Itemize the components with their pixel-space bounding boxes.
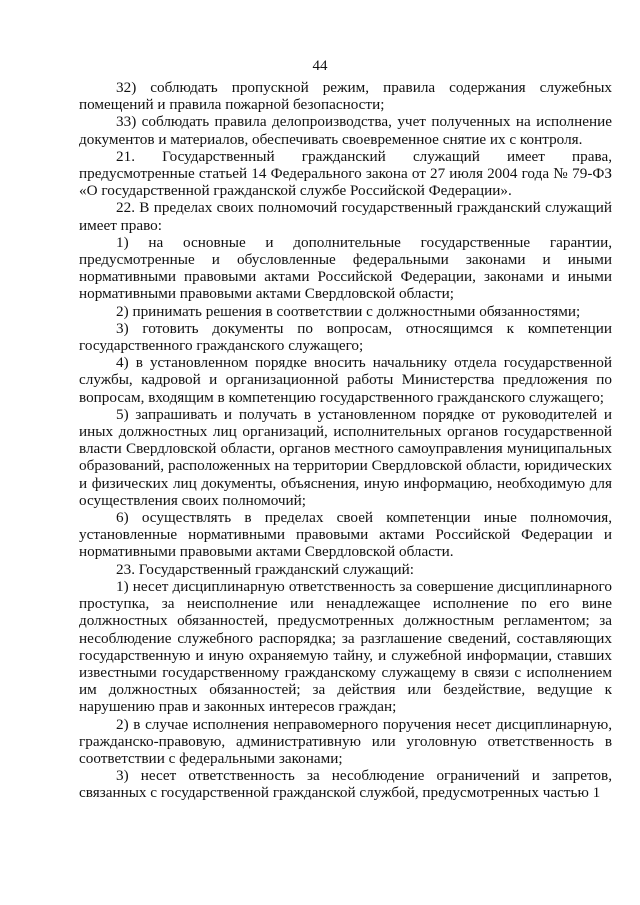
paragraph-section-23: 23. Государственный гражданский служащий: <box>116 560 414 578</box>
paragraph-22-item-1: 1) на основные и дополнительные государственные гарантии, предусмотренные и обусловленные федеральными законами и иными нормативными правовыми актами Российской Федерации, законами и иными нормативными правовыми актами Свердловской области; <box>79 233 612 303</box>
paragraph-22-item-3: 3) готовить документы по вопросам, относящимся к компетенции государственного гражданского служащего; <box>79 319 612 355</box>
document-body <box>79 79 612 802</box>
paragraph-23-item-2: 2) в случае исполнения неправомерного поручения несет дисциплинарную, гражданско-правовую, административную или уголовную ответственность в соответствии с федеральными законами; <box>79 715 612 767</box>
paragraph-23-item-3: 3) несет ответственность за несоблюдение ограничений и запретов, связанных с государственной гражданской службой, предусмотренных частью 1 <box>79 767 612 802</box>
paragraph-section-22: 22. В пределах своих полномочий государственный гражданский служащий имеет право: <box>79 199 612 234</box>
paragraph-22-item-4: 4) в установленном порядке вносить начальнику отдела государственной службы, кадровой и организационной работы Министерства предложения по вопросам, входящим в компетенцию государственного гражданского служащего; <box>79 354 612 406</box>
paragraph-section-21: 21. Государственный гражданский служащий имеет права, предусмотренные статьей 14 Федерального закона от 27 июля 2004 года № 79-ФЗ «О государственной гражданской службе Российской Федерации». <box>79 147 612 200</box>
paragraph-22-item-5: 5) запрашивать и получать в установленном порядке от руководителей и иных должностных лиц организаций, исполнительных органов государственной власти Свердловской области, органов местного самоуправления муниципальных образований, расположенных на территории Свердловской области, юридических и физических лиц документы, объяснения, иную информацию, необходимую для осуществления своих полномочий; <box>79 405 612 509</box>
paragraph-23-item-1: 1) несет дисциплинарную ответственность за совершение дисциплинарного проступка, за неисполнение или ненадлежащее исполнение по его вине должностных обязанностей, предусмотренных должностным регламентом; за несоблюдение служебного распорядка; за разглашение сведений, составляющих государственную и иную охраняемую тайну, и служебной информации, ставших известными государственному гражданскому служащему в связи с исполнением им должностных обязанностей; за действия или бездействие, ведущие к нарушению прав и законных интересов граждан; <box>79 577 612 716</box>
paragraph-item-33: 33) соблюдать правила делопроизводства, учет полученных на исполнение документов и материалов, обеспечивать своевременное снятие их с контроля. <box>79 113 612 148</box>
paragraph-22-item-2: 2) принимать решения в соответствии с должностными обязанностями; <box>116 302 581 320</box>
paragraph-item-32: 32) соблюдать пропускной режим, правила содержания служебных помещений и правила пожарной безопасности; <box>79 79 612 114</box>
page-number: 44 <box>312 58 328 74</box>
paragraph-22-item-6: 6) осуществлять в пределах своей компетенции иные полномочия, установленные нормативными правовыми актами Российской Федерации и нормативными правовыми актами Свердловской области. <box>79 509 612 561</box>
